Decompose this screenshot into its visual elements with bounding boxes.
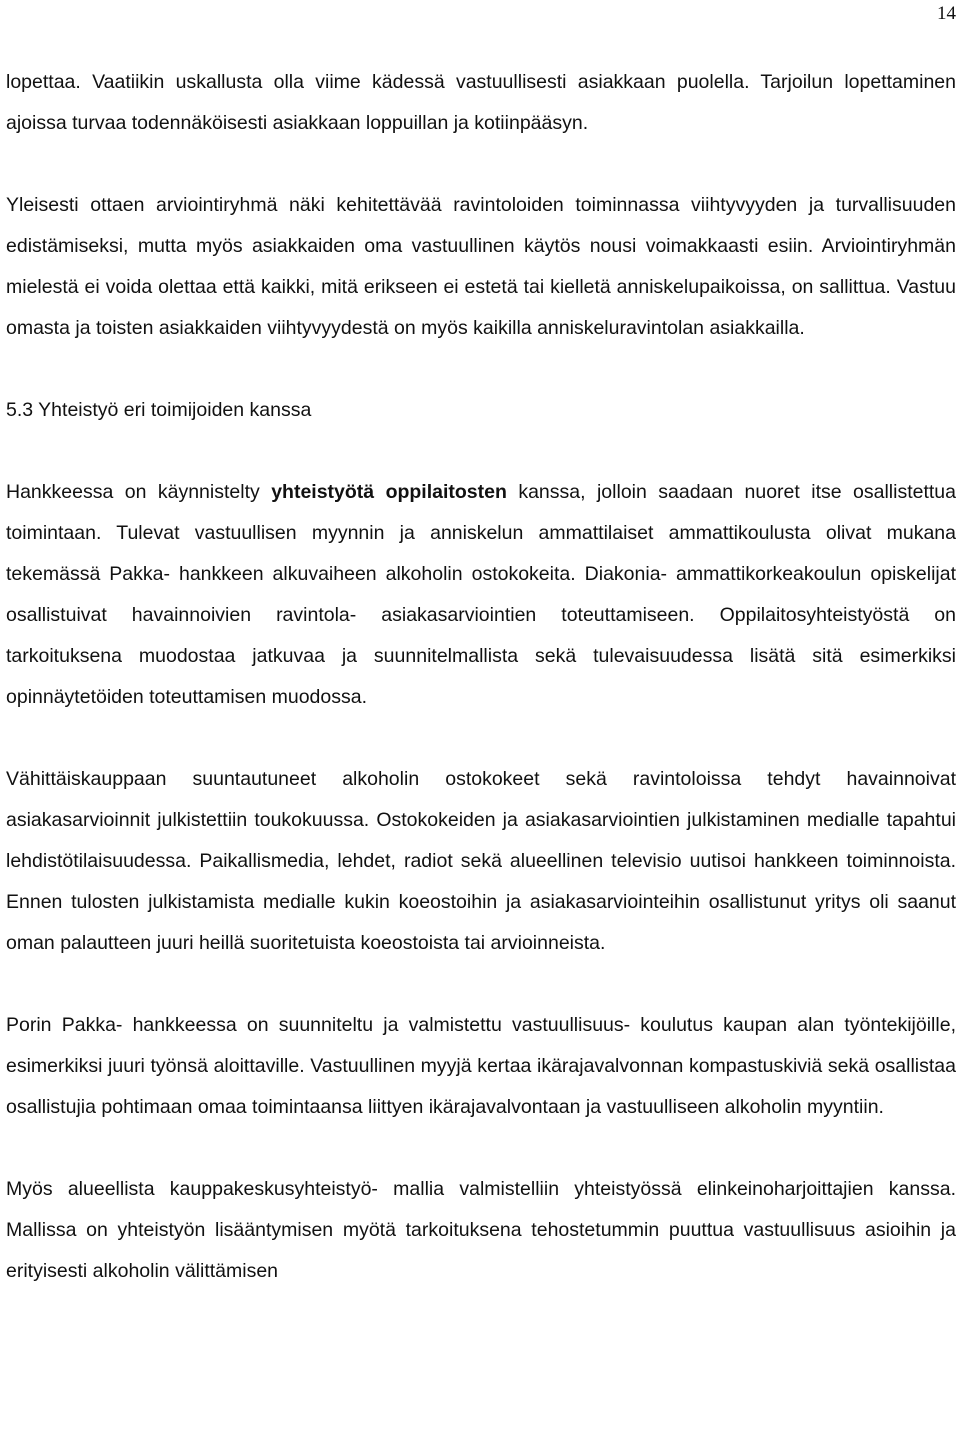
document-body: [6, 62, 956, 1292]
page-number: 14: [937, 3, 956, 24]
paragraph-3: [6, 472, 956, 718]
paragraph-3-end: kanssa, jolloin saadaan nuoret itse osallistettua toimintaan. Tulevat vastuullisen myynnin ja anniskelun ammattilaiset ammattikoulusta olivat mukana tekemässä Pakka- hankkeen alkuvaiheen alkoholin ostokokeita. Diakonia- ammattikorkeakoulun opiskelijat osallistuivat havainnoivien ravintola- asiakasarviointien toteuttamiseen. Oppilaitosyhteistyöstä on tarkoituksena muodostaa jatkuvaa ja suunnitelmallista sekä tulevaisuudessa lisätä sitä esimerkiksi opinnäytetöiden toteuttamisen muodossa.: [6, 481, 956, 708]
paragraph-1: lopettaa. Vaatiikin uskallusta olla viime kädessä vastuullisesti asiakkaan puolella. Tarjoilun lopettaminen ajoissa turvaa todennäköisesti asiakkaan loppuillan ja kotiinpääsyn.: [6, 71, 956, 134]
section-heading: 5.3 Yhteistyö eri toimijoiden kanssa: [6, 399, 312, 421]
paragraph-6: Myös alueellista kauppakeskusyhteistyö- mallia valmistelliin yhteistyössä elinkeinoharjoittajien kanssa. Mallissa on yhteistyön lisääntymisen myötä tarkoituksena tehostetummin puuttua vastuullisuus asioihin ja erityisesti alkoholin välittämisen: [6, 1178, 956, 1282]
paragraph-4: Vähittäiskauppaan suuntautuneet alkoholin ostokokeet sekä ravintoloissa tehdyt havainnoivat asiakasarvioinnit julkistettiin toukokuussa. Ostokokeiden ja asiakasarviointien julkistaminen medialle tapahtui lehdistötilaisuudessa. Paikallismedia, lehdet, radiot sekä alueellinen televisio uutisoi hankkeen toiminnoista. Ennen tulosten julkistamista medialle kukin koeostoihin ja asiakasarviointeihin osallistunut yritys oli saanut oman palautteen juuri heillä suoritetuista koeostoista tai arvioinneista.: [6, 768, 956, 954]
paragraph-2: Yleisesti ottaen arviointiryhmä näki kehitettävää ravintoloiden toiminnassa viihtyvyyden ja turvallisuuden edistämiseksi, mutta myös asiakkaiden oma vastuullinen käytös nousi voimakkaasti esiin. Arviointiryhmän mielestä ei voida olettaa että kaikki, mitä erikseen ei estetä tai kielletä anniskelupaikoissa, on sallittua. Vastuu omasta ja toisten asiakkaiden viihtyvyydestä on myös kaikilla anniskeluravintolan asiakkailla.: [6, 194, 956, 339]
paragraph-3-bold: yhteistyötä oppilaitosten: [271, 481, 507, 503]
paragraph-5: Porin Pakka- hankkeessa on suunniteltu ja valmistettu vastuullisuus- koulutus kaupan alan työntekijöille, esimerkiksi juuri työnsä aloittaville. Vastuullinen myyjä kertaa ikärajavalvonnan kompastuskiviä sekä osallistaa osallistujia pohtimaan omaa toimintaansa liittyen ikärajavalvontaan ja vastuulliseen alkoholin myyntiin.: [6, 1014, 956, 1118]
paragraph-3-start: Hankkeessa on käynnistelty: [6, 481, 272, 503]
